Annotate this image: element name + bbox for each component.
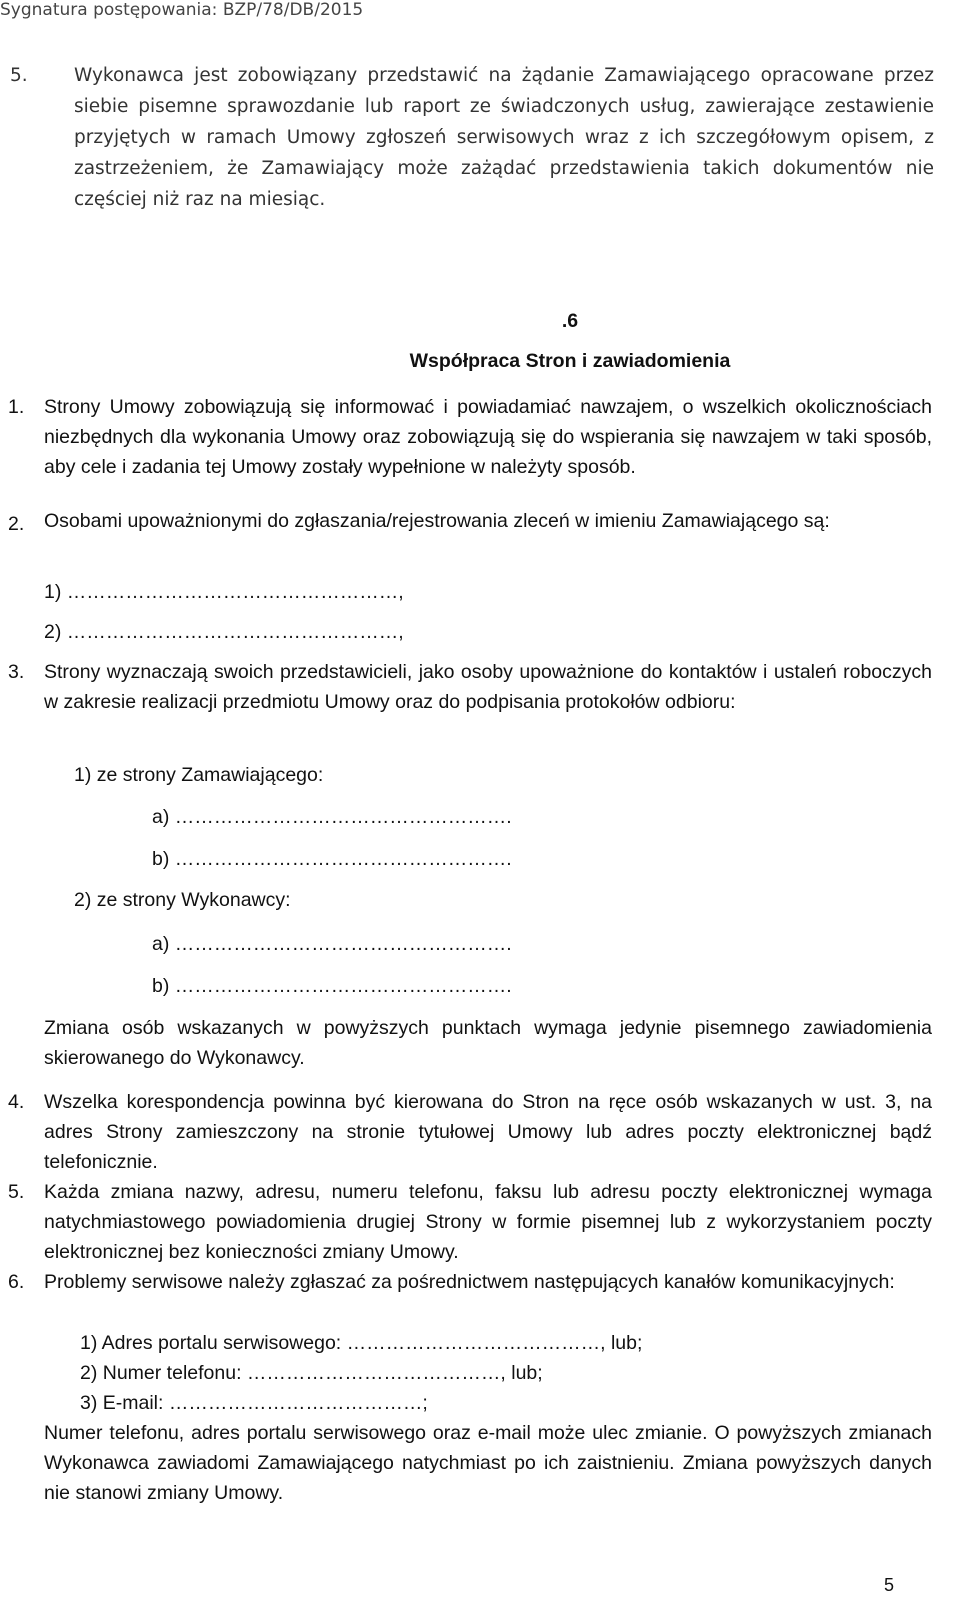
paragraph-contact-update: Numer telefonu, adres portalu serwisowego oraz e-mail może ulec zmianie. O powyższych zmianach Wykonawca zawiadomi Zamawiającego natychmiast po ich zaistnieniu. Zmiana powyższych danych nie stanowi zmiany Umowy. <box>44 1422 932 1504</box>
item-number: 2. <box>8 513 25 535</box>
page-number: 5 <box>884 1575 895 1595</box>
section-number: .6 <box>561 310 579 332</box>
paragraph-change-notice: Zmiana osób wskazanych w powyższych punktach wymaga jedynie pisemnego zawiadomienia skierowanego do Wykonawcy. <box>44 1017 932 1069</box>
fill-in-line: a) ……………………………………………. <box>152 806 512 828</box>
paragraph-representatives: Strony wyznaczają swoich przedstawicieli, jako osoby upoważnione do kontaktów i ustaleń roboczych w zakresie realizacji przedmiotu Umowy oraz do podpisania protokołów odbioru: <box>44 661 932 713</box>
fill-in-line: a) ……………………………………………. <box>152 933 512 955</box>
section-title: Współpraca Stron i zawiadomienia <box>409 350 731 372</box>
paragraph-correspondence: Wszelka korespondencja powinna być kierowana do Stron na ręce osób wskazanych w ust. 3, na adres Strony zamieszczony na stronie tytułowej Umowy lub adres poczty elektronicznej bądź telefonicznie. <box>44 1091 932 1173</box>
channel-phone: 2) Numer telefonu: …………………………………, lub; <box>80 1362 543 1384</box>
fill-in-line: 2) ……………………………………………, <box>44 621 404 643</box>
paragraph-cooperation: Strony Umowy zobowiązują się informować i powiadamiać nawzajem, o wszelkich okolicznościach niezbędnych dla wykonania Umowy oraz zobowiązują się do wspierania się nawzajem w taki sposób, aby cele i zadania tej Umowy zostały wypełnione w należyty sposób. <box>44 396 932 478</box>
item-number: 4. <box>8 1091 25 1113</box>
item-number: 5. <box>8 1181 25 1203</box>
paragraph-report-obligation: Wykonawca jest zobowiązany przedstawić na żądanie Zamawiającego opracowane przez siebie pisemne sprawozdanie lub raport ze świadczonych usług, zawierające zestawienie przyjętych w ramach Umowy zgłoszeń serwisowych wraz z ich szczegółowym opisem, z zastrzeżeniem, że Zamawiający może zażądać przedstawienia takich dokumentów nie częściej niż raz na miesiąc. <box>74 65 934 210</box>
subitem-contractor: 2) ze strony Wykonawcy: <box>74 889 291 911</box>
paragraph-authorized-persons: Osobami upoważnionymi do zgłaszania/rejestrowania zleceń w imieniu Zamawiającego są: <box>44 510 830 532</box>
item-number: 5. <box>10 65 28 86</box>
fill-in-line: b) ……………………………………………. <box>152 975 512 997</box>
item-number: 3. <box>8 661 25 683</box>
channel-email: 3) E-mail: …………………………………; <box>80 1392 428 1414</box>
subitem-ordering-party: 1) ze strony Zamawiającego: <box>74 764 324 786</box>
document-signature: Sygnatura postępowania: BZP/78/DB/2015 <box>0 0 364 20</box>
paragraph-service-channels: Problemy serwisowe należy zgłaszać za pośrednictwem następujących kanałów komunikacyjnych: <box>44 1271 895 1293</box>
paragraph-contact-change: Każda zmiana nazwy, adresu, numeru telefonu, faksu lub adresu poczty elektronicznej wymaga natychmiastowego powiadomienia drugiej Strony w formie pisemnej lub z wykorzystaniem poczty elektronicznej bez konieczności zmiany Umowy. <box>44 1181 932 1263</box>
item-number: 6. <box>8 1271 25 1293</box>
fill-in-line: b) ……………………………………………. <box>152 848 512 870</box>
fill-in-line: 1) ……………………………………………, <box>44 581 404 603</box>
item-number: 1. <box>8 396 25 418</box>
channel-portal: 1) Adres portalu serwisowego: …………………………………, lub; <box>80 1332 643 1354</box>
